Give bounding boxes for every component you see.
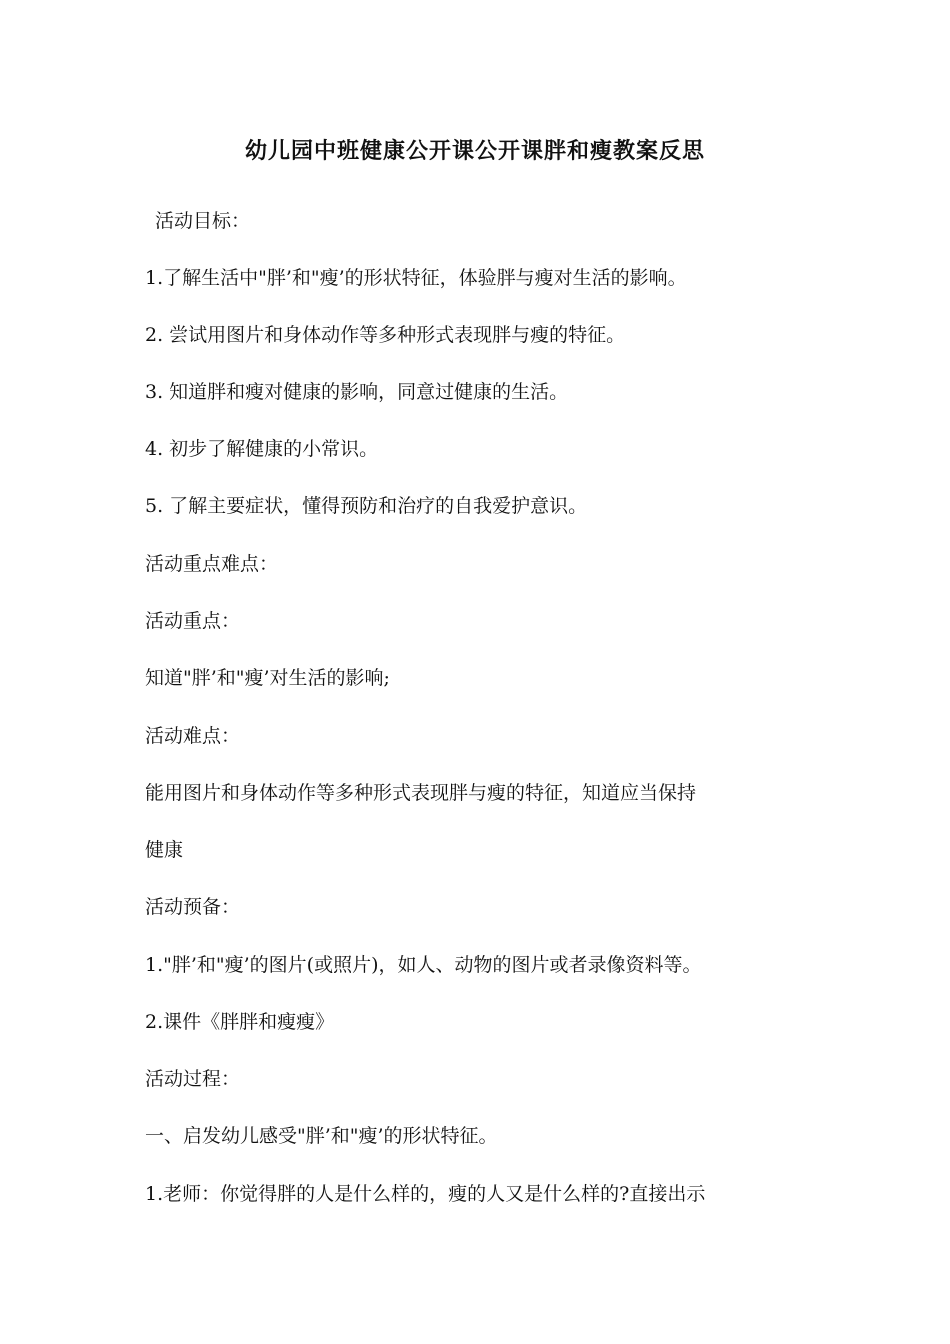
section-heading-goals: 活动目标： (155, 210, 251, 232)
goal-item-2: 2. 尝试用图片和身体动作等多种形式表现胖与瘦的特征。 (145, 324, 626, 346)
subheading-difficulty: 活动难点： (145, 725, 241, 747)
goal-item-1: 1.了解生活中"胖’和"瘦’的形状特征，体验胖与瘦对生活的影响。 (145, 267, 687, 289)
goal-item-5: 5. 了解主要症状，懂得预防和治疗的自我爱护意识。 (145, 495, 588, 517)
document-title: 幼儿园中班健康公开课公开课胖和瘦教案反思 (244, 138, 705, 164)
difficulty-text-line-2: 健康 (145, 839, 184, 861)
section-heading-key-points: 活动重点难点： (145, 553, 279, 575)
preparation-item-1: 1."胖’和"瘦’的图片(或照片)，如人、动物的图片或者录像资料等。 (145, 954, 702, 976)
focus-text: 知道"胖’和"瘦’对生活的影响; (145, 667, 390, 689)
section-heading-process: 活动过程： (145, 1068, 241, 1090)
process-step-1: 一、启发幼儿感受"胖’和"瘦’的形状特征。 (145, 1125, 498, 1147)
subheading-focus: 活动重点： (145, 610, 241, 632)
section-heading-preparation: 活动预备： (145, 896, 241, 918)
goal-item-4: 4. 初步了解健康的小常识。 (145, 438, 379, 460)
preparation-item-2: 2.课件《胖胖和瘦瘦》 (145, 1011, 335, 1033)
process-step-1-item-1: 1.老师：你觉得胖的人是什么样的，瘦的人又是什么样的?直接出示 (145, 1183, 706, 1205)
difficulty-text-line-1: 能用图片和身体动作等多种形式表现胖与瘦的特征，知道应当保持 (145, 782, 697, 804)
goal-item-3: 3. 知道胖和瘦对健康的影响，同意过健康的生活。 (145, 381, 569, 403)
